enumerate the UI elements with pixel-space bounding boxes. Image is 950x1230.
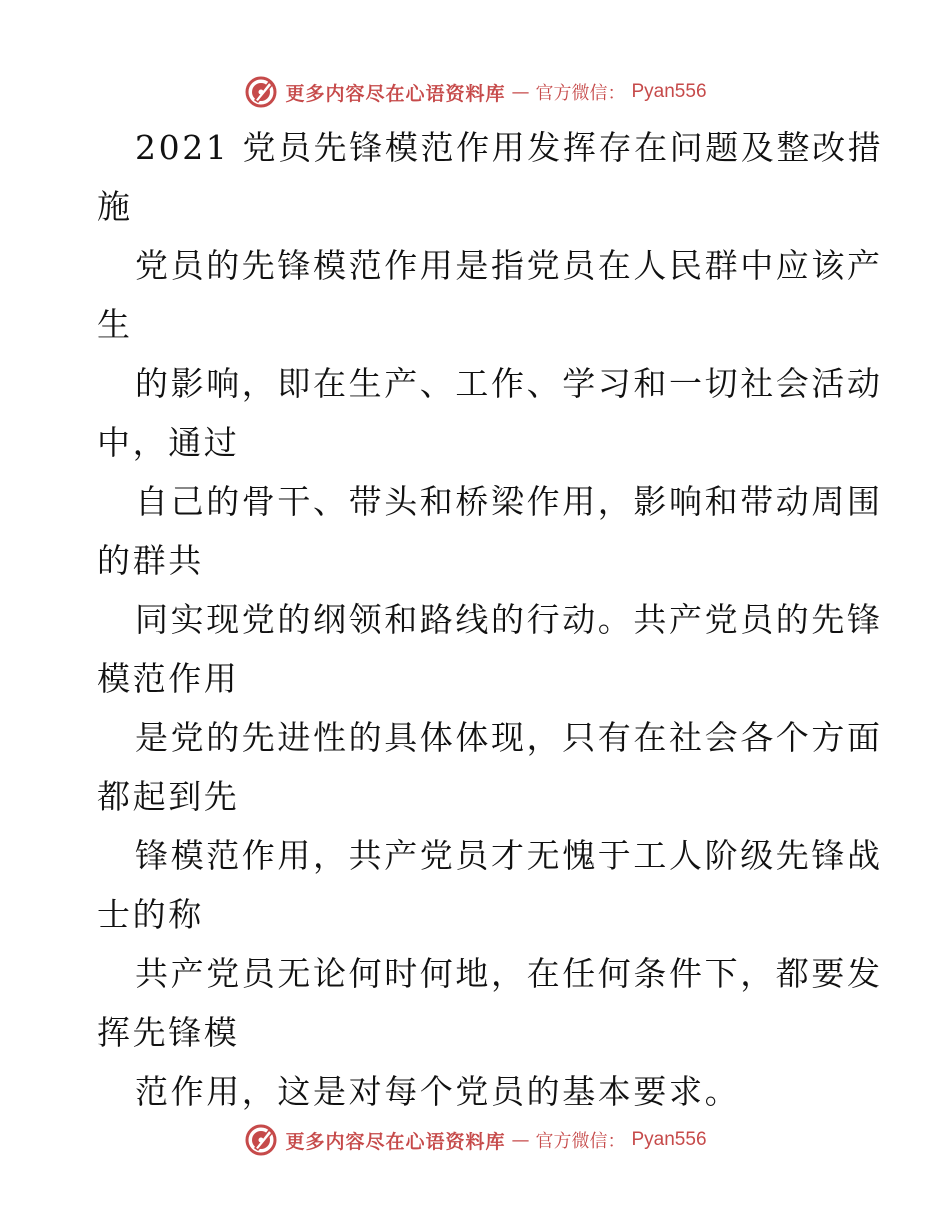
- paragraph-line: 挥先锋模: [97, 1013, 240, 1052]
- paragraph-line: 士的称: [97, 895, 204, 934]
- watermark-wechat-label: 官方微信：: [535, 83, 626, 104]
- paragraph-line: 的群共: [97, 541, 204, 580]
- paragraph-line: 锋模范作用，共产党员才无愧于工人阶级先锋战: [135, 836, 883, 875]
- paragraph-line: 同实现党的纲领和路线的行动。共产党员的先锋: [135, 600, 883, 639]
- pen-nib-logo-icon: [243, 1122, 279, 1158]
- header-watermark: [0, 72, 950, 112]
- paragraph-line: 共产党员无论何时何地，在任何条件下，都要发: [135, 954, 883, 993]
- footer-watermark: [0, 1120, 950, 1160]
- watermark-brand-text: 更多内容尽在心语资料库: [285, 1130, 506, 1153]
- paragraph-line: 自己的骨干、带头和桥梁作用，影响和带动周围: [135, 482, 883, 521]
- paragraph-line: 的影响，即在生产、工作、学习和一切社会活动: [135, 364, 883, 403]
- pen-nib-logo-icon: [243, 74, 279, 110]
- paragraph-line: 范作用，这是对每个党员的基本要求。: [135, 1072, 741, 1111]
- paragraph-line: 生: [97, 305, 133, 344]
- paragraph-line: 模范作用: [97, 659, 240, 698]
- watermark-brand-text: 更多内容尽在心语资料库: [285, 82, 506, 105]
- watermark-separator: —: [511, 81, 530, 103]
- watermark-wechat-label: 官方微信：: [535, 1131, 626, 1152]
- document-title-line-1: 2021 党员先锋模范作用发挥存在问题及整改措: [135, 128, 884, 167]
- watermark-wechat-id: Pyan556: [631, 1129, 707, 1150]
- paragraph-line: 是党的先进性的具体体现，只有在社会各个方面: [135, 718, 883, 757]
- paragraph-line: 中，通过: [97, 423, 240, 462]
- paragraph-line: 党员的先锋模范作用是指党员在人民群中应该产: [135, 246, 883, 285]
- watermark-separator: —: [511, 1129, 530, 1151]
- document-title-line-2: 施: [97, 187, 133, 226]
- watermark-wechat-id: Pyan556: [631, 81, 707, 102]
- paragraph-line: 都起到先: [97, 777, 240, 816]
